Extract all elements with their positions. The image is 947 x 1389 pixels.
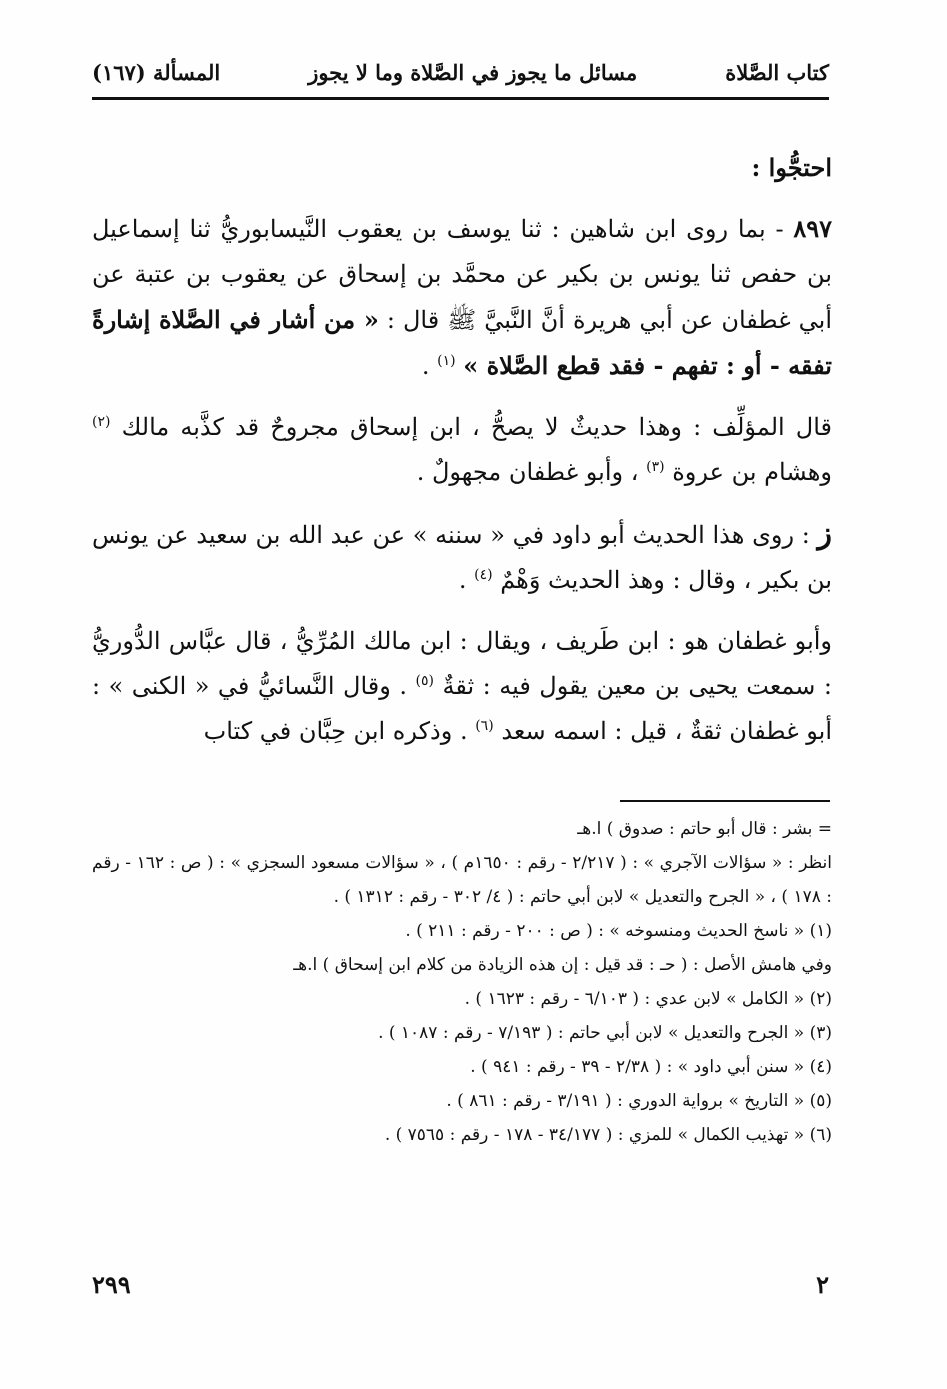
page-number: ٢٩٩ — [92, 1270, 131, 1299]
author-comment-paragraph — [92, 405, 832, 495]
zay-text-a: : روى هذا الحديث أبو داود في « سننه » عن عبد الله بن سعيد عن يونس بن بكير ، وقال : وهذ الحديث وَهْمٌ — [92, 521, 832, 594]
hadith-quote: « من أشار في الصَّلاة إشارةً تفقه - أو : تفهم - فقد قطع الصَّلاة » — [92, 305, 832, 380]
author-comment-a: قال المؤلِّف : وهذا حديثٌ لا يصحُّ ، ابن إسحاق مجروحٌ قد كذَّبه مالك — [121, 413, 833, 441]
author-comment-b: وهشام بن عروة — [672, 458, 832, 486]
ghatafan-text-c: . وذكره ابن حِبَّان في كتاب — [203, 717, 476, 745]
hadith-paragraph — [92, 206, 832, 389]
header-issue-number: المسألة (١٦٧) — [92, 59, 221, 85]
section-heading: احتجُّوا : — [751, 153, 832, 182]
ghatafan-text-b: . وقال النَّسائيُّ في « الكنى » : أبو غطفان ثقةٌ ، قيل : اسمه سعد — [92, 672, 832, 745]
footnote-continuation-1: = بشر : قال أبو حاتم : صدوق ) ا.هـ — [577, 819, 832, 839]
footnote-ref-1: (١) — [437, 353, 456, 369]
author-comment-c: ، وأبو غطفان مجهولٌ . — [416, 458, 647, 486]
ghatafan-paragraph — [92, 619, 832, 754]
footnote-ref-5: (٥) — [415, 673, 434, 689]
footnote-3: (٣) « الجرح والتعديل » لابن أبي حاتم : ( ٧/١٩٣ - رقم : ١٠٨٧ ) . — [378, 1023, 832, 1043]
footnote-ref-3: (٣) — [646, 459, 665, 475]
zay-mark: ز — [817, 516, 832, 551]
footnote-ref-4: (٤) — [474, 567, 493, 583]
header-book-title: كتاب الصَّلاة — [725, 59, 829, 85]
running-header — [92, 52, 829, 92]
footnote-1-note: وفي هامش الأصل : ( حـ : قد قيل : إن هذه الزيادة من كلام ابن إسحاق ) ا.هـ — [293, 955, 832, 975]
footnote-2: (٢) « الكامل » لابن عدي : ( ٦/١٠٣ - رقم : ١٦٢٣ ) . — [464, 989, 832, 1009]
main-text — [92, 145, 832, 754]
zay-paragraph — [92, 511, 832, 603]
footnote-6: (٦) « تهذيب الكمال » للمزي : ( ٣٤/١٧٧ - ١٧٨ - رقم : ٧٥٦٥ ) . — [384, 1125, 832, 1145]
volume-number: ٢ — [816, 1270, 829, 1299]
zay-text-b: . — [458, 566, 475, 594]
footnote-5: (٥) « التاريخ » برواية الدوري : ( ٣/١٩١ - رقم : ٨٦١ ) . — [446, 1091, 832, 1111]
footnote-divider — [620, 800, 830, 802]
hadith-chain: - بما روى ابن شاهين : ثنا يوسف بن يعقوب النَّيسابوريُّ ثنا إسماعيل بن حفص ثنا يونس بن بكير عن محمَّد بن إسحاق عن يعقوب بن عتبة عن أبي غطفان عن أبي هريرة أنَّ النَّبيَّ ﷺ قال : — [92, 215, 833, 334]
hadith-number: ٨٩٧ — [793, 214, 833, 243]
footnote-4: (٤) « سنن أبي داود » : ( ٢/٣٨ - ٣٩ - رقم : ٩٤١ ) . — [470, 1057, 832, 1077]
header-chapter-title: مسائل ما يجوز في الصَّلاة وما لا يجوز — [308, 59, 638, 85]
ghatafan-text-a: وأبو غطفان هو : ابن طَريف ، ويقال : ابن مالك المُرِّيُّ ، قال عبَّاس الدُّوريُّ : سمعت يحيى بن معين يقول فيه : ثقةٌ — [92, 627, 832, 700]
hadith-end: . — [421, 352, 438, 380]
footnote-ref-6: (٦) — [475, 718, 494, 734]
header-divider — [92, 97, 829, 100]
footnote-ref-2: (٢) — [92, 414, 111, 430]
footnote-continuation-2: انظر : « سؤالات الآجري » : ( ٢/٢١٧ - رقم : ١٦٥٠م ) ، « سؤالات مسعود السجزي » : ( ص : ١٦٢ - رقم : ١٧٨ ) ، « الجرح والتعديل » لابن أبي حاتم : ( ٤/ ٣٠٢ - رقم : ١٣١٢ ) . — [92, 853, 832, 907]
footnote-1: (١) « ناسخ الحديث ومنسوخه » : ( ص : ٢٠٠ - رقم : ٢١١ ) . — [405, 921, 832, 941]
footnotes — [92, 812, 832, 1152]
